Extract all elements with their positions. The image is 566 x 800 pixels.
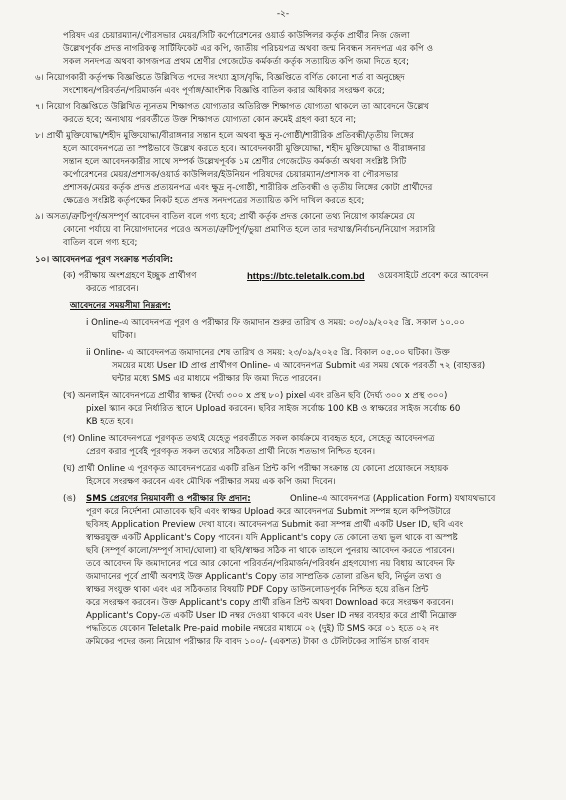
text-line: তবে আবেদন ফি জমাদানের পরে আর কোনো পরিবর্তন/পরিমার্জন/পরিবর্ধন গ্রহণযোগ্য নয় বিধায় আবেদন ফি (86, 559, 455, 569)
text-line: সন্তান হলে আবেদনকারীর সাথে সম্পর্ক উল্লেখপূর্বক ১ম শ্রেণীর গেজেটেড কর্মকর্তা অথবা সংশ্লিষ্ট সিটি (63, 157, 407, 167)
text-line: ক্রমিকের পদের জন্য নিয়োগ পরীক্ষার ফি বাবদ ১০০/- (একশত) টাকা ও টেলিটকের সার্ভিস চার্জ বাবদ (86, 637, 429, 647)
text-line: সময়ের মধ্যে User ID প্রাপ্ত প্রার্থীগণ Online- এ আবেদনপত্র Submit এর সময় থেকে পরবর্তী ৭২ (বাহাত্তর) (112, 361, 486, 371)
text-line: করতে হবে; অন্যথায় পরবর্তীতে উক্ত শিক্ষাগত যোগ্যতা কোন ক্রমেই গ্রহণ করা হবে না; (63, 115, 357, 125)
text-line: স্বাক্ষর সংযুক্ত থাকা এবং এর সঠিকতার বিষয়টি PDF Copy ডাউনলোডপূর্বক নিশ্চিত হয়ে রঙিন প্রিন্ট (86, 585, 429, 595)
text-line: পরিষদ এর চেয়ারম্যান/পৌরসভার মেয়র/সিটি কর্পোরেশনের ওয়ার্ড কাউন্সিলর কর্তৃক প্রার্থীর নিজ জেলা (63, 31, 410, 41)
website-link[interactable]: https://btc.teletalk.com.bd (247, 271, 365, 282)
text-line: ৯। অসত্য/ত্রুটিপূর্ণ/অসম্পূর্ণ আবেদন বাতিল বলে গণ্য হবে; প্রার্থী কর্তৃক প্রদত্ত কোনো তথ্য নিয়োগ কার্যক্রমের যে (35, 212, 415, 222)
text-line: ৭। নিয়োগ বিজ্ঞপ্তিতে উল্লিখিত ন্যূনতম শিক্ষাগত যোগ্যতার অতিরিক্ত শিক্ষাগত যোগ্যতা থাকলে তা আবেদনে উল্লেখ (35, 102, 429, 112)
text-line: (ক) পরীক্ষায় অংশগ্রহণে ইচ্ছুক প্রার্থীগণ (63, 271, 197, 281)
text-line: সকল সনদপত্র অথবা কাগজপত্র প্রথম শ্রেণীর গেজেটেড কর্মকর্তা কর্তৃক সত্যায়িত কপি জমা দিতে হবে; (63, 57, 409, 67)
text-line: করতে পারবেন। (86, 284, 139, 294)
text-line: পদ্ধতিতে যেকোন Teletalk Pre-paid mobile নম্বরের মাধ্যমে ০২ (দুই) টি SMS করে ০১ হতে ০২ নং (86, 624, 439, 634)
text-line: কর্পোরেশনের মেয়র/প্রশাসক/ওয়ার্ড কাউন্সিলর/ইউনিয়ন পরিষদের চেয়ারম্যান/প্রশাসক বা পৌরসভার (63, 170, 399, 180)
text-line: ছবিসহ Application Preview দেখা যাবে। আবেদনপত্র Submit করা সম্পন্ন প্রার্থী একটি User ID, ছবি এবং (86, 520, 464, 530)
text-line: হিসেবে সংরক্ষণ করবেন এবং মৌখিক পরীক্ষার সময় এক কপি জমা দিবেন। (86, 477, 336, 487)
text-line: প্রেরণ করার পূর্বেই পূরণকৃত সকল তথ্যের সঠিকতা প্রার্থী নিজে শতভাগ নিশ্চিত হবেন। (86, 447, 376, 457)
text-line: আবেদনের সময়সীমা নিম্নরূপ: (70, 301, 171, 311)
text-line: pixel স্ক্যান করে নির্ধারিত স্থানে Upload করবেন। ছবির সাইজ সর্বোচ্চ 100 KB ও স্বাক্ষরের সাইজ সর্বোচ্চ 60 (86, 404, 461, 414)
page-number: -২- (276, 9, 290, 19)
text-line: বাতিল বলে গণ্য হবে; (63, 238, 138, 248)
text-line: ১০। আবেদনপত্র পূরণ সংক্রান্ত শর্তাবলি: (35, 255, 174, 265)
text-line: KB হতে হবে। (86, 417, 134, 427)
text-line: (ঙ) (63, 494, 77, 504)
text-line: উল্লেখপূর্বক প্রদত্ত নাগরিকত্ব সার্টিফিকেট এর কপি, জাতীয় পরিচয়পত্র অথবা জন্ম নিবন্ধন সনদপত্র এর কপি ও (63, 44, 434, 54)
text-line: (ঘ) প্রার্থী Online এ পূরণকৃত আবেদনপত্রের একটি রঙিন প্রিন্ট কপি পরীক্ষা সংক্রান্ত যে কোনো প্রয়োজনে সহায়ক (63, 464, 449, 474)
text-line: (গ) Online আবেদনপত্রে পূরণকৃত তথ্যই যেহেতু পরবর্তীতে সকল কার্যক্রমে ব্যবহৃত হবে, সেহেতু আবেদনপত্র (63, 434, 435, 444)
text-line: স্বাক্ষরযুক্ত একটি Applicant's Copy পাবেন। যদি Applicant's copy তে কোনো তথ্য ভুল থাকে বা অস্পষ্ট (86, 533, 458, 543)
text-line: করে সংরক্ষণ করবেন। উক্ত Applicant's copy প্রার্থী রঙিন প্রিন্ট অথবা Download করে সংরক্ষণ করবেন। (86, 598, 454, 608)
text-line: প্রশাসক/মেয়র কর্তৃক প্রদত্ত প্রত্যয়নপত্র এবং ক্ষুদ্র নৃ-গোষ্ঠী, শারীরিক প্রতিবন্ধী ও তৃতীয় লিঙ্গের কোটা প্রার্থীদের (63, 183, 433, 193)
text-line: ক্ষেত্রেও সংশ্লিষ্ট কর্তৃপক্ষের নিকট হতে প্রদত্ত সনদপত্রের সত্যায়িত কপি দাখিল করতে হবে; (63, 196, 365, 206)
text-line: Applicant's Copy-তে একটি User ID নম্বর দেওয়া থাকবে এবং User ID নম্বর ব্যবহার করে প্রার্থী নিম্নোক্ত (86, 611, 457, 621)
text-line: ছবি (সম্পূর্ণ কালো/সম্পূর্ণ সাদা/ঘোলা) বা ছবি/স্বাক্ষর সঠিক না থাকে তাহলে পুনরায় আবেদন করতে পারবেন। (86, 546, 455, 556)
text-line: সংশোধন/পরিবর্তন/পরিমার্জন এবং পূর্ণাঙ্গ/আংশিক বিজ্ঞপ্তি বাতিল করার অধিকার সংরক্ষণ করে; (63, 86, 385, 96)
text-line: ৮। প্রার্থী মুক্তিযোদ্ধা/শহীদ মুক্তিযোদ্ধা/বীরাঙ্গনার সন্তান হলে অথবা ক্ষুদ্র নৃ-গোষ্ঠী/শারীরিক প্রতিবন্ধী/তৃতীয় লিঙ্গের (35, 131, 415, 141)
text-line: ঘন্টার মধ্যে SMS এর মাধ্যমে পরীক্ষার ফি জমা দিতে পারবেন। (112, 374, 322, 384)
text-line: (খ) অনলাইন আবেদনপত্রে প্রার্থীর স্বাক্ষর (দৈর্ঘ্য ৩০০ x প্রস্থ ৮০) pixel এবং রঙিন ছবি (দৈর্ঘ্য ৩০০ x প্রস্থ ৩০০) (63, 391, 448, 401)
text-line: হলে আবেদনপত্রে তা স্পষ্টভাবে উল্লেখ করতে হবে। আবেদনকারী মুক্তিযোদ্ধা, শহীদ মুক্তিযোদ্ধা ও বীরাঙ্গনার (63, 144, 426, 154)
text-line: পূরণ করে নির্দেশনা মোতাবেক ছবি এবং স্বাক্ষর Upload করে আবেদনপত্র Submit সম্পন্ন হলে কম্পিউটারে (86, 507, 451, 517)
text-line: জমাদানের পূর্বে প্রার্থী অবশ্যই উক্ত Applicant's Copy তার সাম্প্রতিক তোলা রঙিন ছবি, নির্ভুল তথ্য ও (86, 572, 442, 582)
text-line: i Online-এ আবেদনপত্র পূরণ ও পরীক্ষার ফি জমাদান শুরুর তারিখ ও সময়: ০৩/০৯/২০২৫ খ্রি. সকাল ১০.০০ (86, 318, 465, 328)
text-line: ঘটিকা। (112, 331, 137, 341)
text-line: Online-এ আবেদনপত্র (Application Form) যথাযথভাবে (290, 494, 496, 504)
text-line: ওয়েবসাইটে প্রবেশ করে আবেদন (378, 271, 489, 281)
text-line: ii Online- এ আবেদনপত্র জমাদানের শেষ তারিখ ও সময়: ২৩/০৯/২০২৫ খ্রি. বিকাল ০৫.০০ ঘটিকা। উক্ত (86, 348, 450, 358)
text-line: ৬। নিয়োগকারী কর্তৃপক্ষ বিজ্ঞপ্তিতে উল্লিখিত পদের সংখ্যা হ্রাস/বৃদ্ধি, বিজ্ঞপ্তিতে বর্ণিত কোনো শর্ত বা অনুচ্ছেদ (35, 73, 405, 83)
text-line: SMS প্রেরণের নিয়মাবলী ও পরীক্ষার ফি প্রদান: (86, 494, 251, 504)
text-line: কোনো পর্যায়ে বা নিয়োগদানের পরেও অসত্য/ত্রুটিপূর্ণ/ভুয়া প্রমাণিত হলে তার দরখাস্ত/নির্বাচন/নিয়োগ সরাসরি (63, 225, 436, 235)
